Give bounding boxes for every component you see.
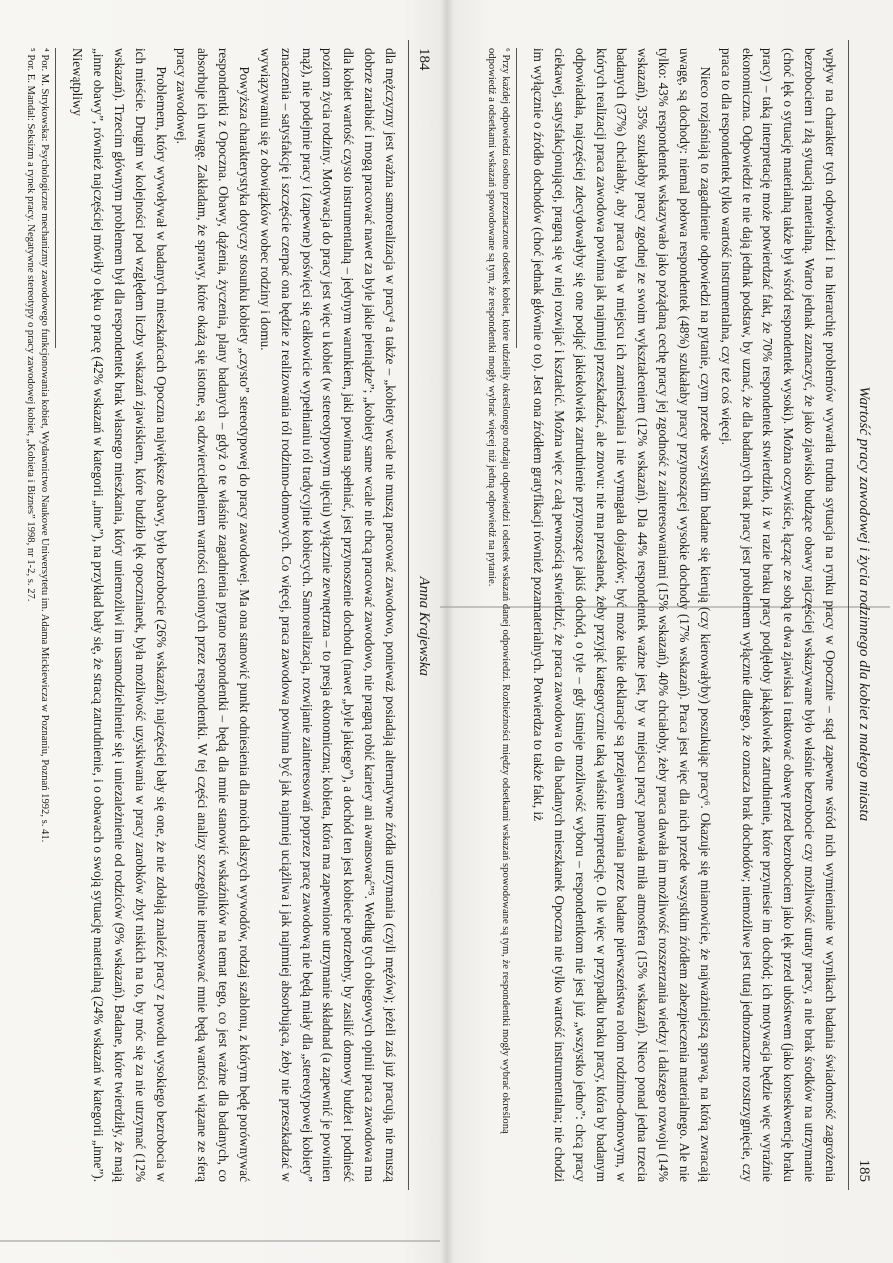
paragraph: Nieco rozjaśniają to zagadnienie odpowiedzi na pytanie, czym przede wszystkim badane się kierują (czy kierowałyby) poszukując pracy⁶. Okazuje się mianowicie, że najważniejszą sprawą, na którą zwracają uwagę, są dochody: niemal połowa respondentek (48%) szukałaby pracy przynoszącej wysokie dochody (17% wskazań). Praca jest więc dla nich przede wszystkim źródłem zabezpieczenia materialnego. Ale nie tylko: 43% respondentek wskazywało jako pożądaną cechę pracy jej zgodność z zainteresowaniami (15% wskazań), 40% chciałoby, żeby praca dawała im możliwość rozszerzania wiedzy i dalszego rozwoju (14% wskazań), 35% szukałoby pracy zgodnej ze swoim wykształceniem (12% wskazań). Dla 44% respondentek ważne jest, by w miejscu pracy panowała miła atmosfera (15% wskazań). Nieco ponad jedna trzecia badanych (37%) chciałaby, aby praca była w miejscu ich zamieszkania i nie wymagała dojazdów; być może takie deklaracje są przejawem dawania przez badane pierwszeństwa rolom rodzinno-domowym, w których realizacji praca zawodowa powinna jak najmniej przeszkadzać, ale znowu: nie ma przesłanek, żeby przyjąć kategorycznie taką właśnie interpretację. O ile więc w przypadku braku pracy, która by badanym odpowiadała, najczęściej zdecydowałyby się one podjąć jakiekolwiek zatrudnienie przynoszące jakiś dochód, o tyle – gdy istnieje możliwość wyboru – respondentkom nie jest już „wszystko jedno”: chcą pracy ciekawej, satysfakcjonującej, pragną się w niej rozwijać i kształcić. Można więc z całą pewnością stwierdzić, że praca zawodowa to dla badanych mieszkanek Opoczna nie tylko wartość instrumentalna; nie chodzi im wyłącznie o źródło dochodów (choć jednak głównie o to). Jest ona źródłem gratyfikacji również pozamaterialnych. Potwierdza to także fakt, iż: [530, 48, 713, 1182]
footnote: ⁴ Por. M. Strykowska: Psychologiczne mechanizmy zawodowego funkcjonowania kobiet, Wydawnictwo Naukowe Uniwersytetu im. Adama Mickiewicza w Poznaniu, Poznań 1992, s. 41.: [39, 48, 51, 843]
right-page-header: [848, 40, 872, 1190]
right-footnotes: [484, 48, 513, 1182]
footnote: ⁵ Por. E. Mandal: Seksizm a rynek pracy. Negatywne stereotypy o pracy zawodowej kobiet, „Kobieta i Biznes” 1998, nr 1-2, s. 27.: [24, 48, 36, 602]
footnote-rule: [512, 48, 517, 348]
paragraph: dla mężczyzny jest ważna samorealizacja w pracy⁴ a także – „kobiety wcale nie muszą pracować zawodowo, ponieważ posiadają alternatywne źródła utrzymania (czyli mężów); jeżeli zaś już pracują, nie muszą dobrze zarabiać i mogą pracować nawet za byle jakie pieniądze”; „kobiety same wcale nie chcą pracować zawodowo, nie pragną robić kariery ani awansować”⁵. Według tych obiegowych opinii praca zawodowa ma dla kobiet wartość czysto instrumentalną – jedynym warunkiem, jaki powinna spełniać, jest przynoszenie dochodu (nawet „byle jakiego”), a dochód ten jest kobiecie potrzebny, by zasilić domowy budżet i podnieść poziom życia rodziny. Motywacja do pracy jest więc u kobiet (w stereotypowym ujęciu) wyłącznie zewnętrzna – to presja ekonomiczna; kobieta, która ma zapewnione utrzymanie składnad (a zapewnić je powinien mąż), nie podejmie pracy i (zapewne) poświęci się całkowicie wypełnianiu ról tradycyjnie kobiecych. Samorealizacja, rozwijanie zainteresowań poprzez pracę zawodową nie będą miały dla „stereotypowej kobiety” znaczenia – satysfakcję i szczęście czerpać ona będzie z realizowania ról rodzinno-domowych. Co więcej, praca zawodowa powinna być jak najmniej uciążliwa i jak najmniej absorbująca, żeby nie przeszkadzać w wywiązywaniu się z obowiązków wobec rodziny i domu.: [257, 48, 398, 1182]
left-page-body: [66, 40, 408, 1190]
footnote-rule: [51, 48, 56, 348]
left-footnotes: [23, 48, 52, 1182]
right-page-number: 185: [856, 1159, 872, 1182]
right-running-head: Wartość pracy zawodowej i życia rodzinnego dla kobiet z małego miasta: [856, 386, 872, 822]
left-page: [22, 40, 432, 1190]
left-running-head: Anna Krajewska: [416, 576, 432, 677]
page-fold: [440, 0, 454, 1263]
right-page: [462, 40, 872, 1190]
right-page-body: [527, 40, 848, 1190]
paragraph: Powyższa charakterystyka dotyczy stosunku kobiety „czysto” stereotypowej do pracy zawodowej. Ma ona stanowić punkt odniesienia dla moich dalszych wywodów, rodzaj szablonu, z którym będę porównywać respondentki z Opoczna. Obawy, dążenia, życzenia, plany badanych – gdyż o te właśnie zagadnienia pytano respondentki – będą dla mnie stanowić wskaźników na temat tego, co jest ważne dla badanych, co absorbuje ich uwagę. Zakładam, że sprawy, które okażą się istotne, są odzwierciedleniem wartości cenionych przez respondentki. W tej części analizy szczególnie interesować mnie będą wartości wiązane ze sferą pracy zawodowej.: [174, 48, 252, 1182]
paragraph: wpływ na charakter tych odpowiedzi i na hierarchię problemów wywarła trudna sytuacja na rynku pracy w Opocznie – stąd zapewne wśród nich wymienianie w wynikach badania świadomość zagrożenia bezrobociem i złą sytuacją materialną. Warto jednak zaznaczyć, że jako zjawisko budzące obawy najczęściej wskazywane było właśnie bezrobocie czy możliwość utraty pracy, a nie brak środków na utrzymanie (choć lęk o sytuację materialną także był wśród respondentek wysoki). Można oczywiście, łącząc ze sobą te dwa zjawiska i traktować obawę przed bezrobociem jako lęk przed ubóstwem (jako konsekwencję braku pracy) – taką interpretację może potwierdzać fakt, że 70% respondentek stwierdziło, iż w razie braku pracy podjęłoby jakąkolwiek zatrudnienie, które przyniesie im dochód; ich motywacja będzie więc wyraźnie ekonomiczna. Odpowiedzi te nie dają jednak podstaw, by uznać, że dla badanych brak pracy jest problemem wyłącznie dlatego, że oznacza brak dochodów; niemożliwe jest tutaj jednoznaczne rozstrzygnięcie, czy praca to dla respondentek tylko wartość instrumentalna, czy też coś więcej.: [718, 48, 838, 1182]
scan-edge-mark: [0, 1240, 440, 1242]
left-page-number: 184: [416, 48, 432, 71]
left-page-header: [408, 40, 432, 1190]
paragraph: Problemem, który wywoływał w badanych mieszkańcach Opoczna największe obawy, było bezrobocie (26% wskazań); najczęściej bały się one, że nie zdołają znaleźć pracy z powodu wysokiego bezrobocia w ich mieście. Drugim w kolejności pod względem liczby wskazań zjawiskiem, które budziło lęk opocznianek, była możliwość uzyskiwania w pracy zarobków zbyt niskich na to, by móc się za nie utrzymać (12% wskazań). Trzecim głównym problemem był dla respondentek brak własnego mieszkania, który uniemożliwi im usamodzielnienie się i uniezależnienie od rodziców (9% wskazań). Badane, które twierdziły, że mają „inne obawy”, również najczęściej mówiły o lęku o pracę (42% wskazań w kategorii „inne”), na przykład bały się, że stracą zatrudnienie, i o obawach o swoją sytuację materialną (24% wskazań w kategorii „inne”). Niewątpliwy: [70, 48, 169, 1182]
footnote: ⁶ Przy każdej odpowiedzi osobno przeznaczone odsetek kobiet, które udzieliły określonego rodzaju odpowiedzi i odsetek wskazań danej odpowiedzi. Rozbieżności między odsetkami wskazań spowodowane są tym, że respondentki mogły wybrać określoną odpowiedź a odsetkami wskazań spowodowane są tym, że respondentki mogły wybrać więcej niż jedną odpowiedź na pytanie.: [485, 48, 512, 1134]
